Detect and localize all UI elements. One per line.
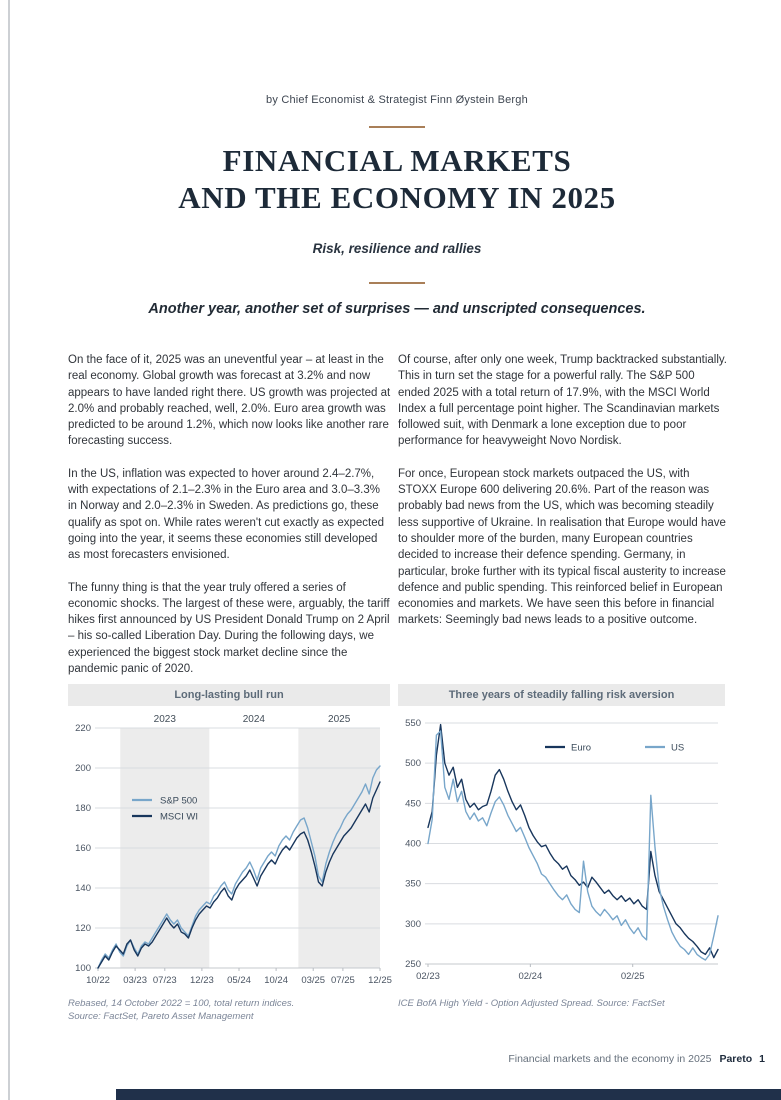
- x-tick-label: 03/25: [301, 975, 326, 986]
- divider-top: [369, 126, 425, 128]
- x-tick-label: 10/22: [86, 975, 110, 986]
- chart-risk-aversion: [398, 684, 725, 1010]
- footer-text: Financial markets and the economy in 2025: [508, 1053, 712, 1065]
- chart-risk-aversion-note: ICE BofA High Yield - Option Adjusted Spread. Source: FactSet: [398, 998, 665, 1009]
- paragraph-right-2: For once, European stock markets outpaced the US, with STOXX Europe 600 delivering 20.6%. Part of the reason was probably bad news from the US, which was becoming steadily less supportive of Ukraine. In realisation that Europe would have to shoulder more of the burden, many European countries decided to increase their defence spending. Germany, in particular, broke further with its typical fiscal austerity to increase defence and public spending. This reinforced belief in European economies and markets. We have seen this before in financial markets: Seemingly bad news leads to a positive outcome.: [398, 467, 726, 627]
- chart-bull-run-title: Long-lasting bull run: [68, 684, 390, 706]
- x-tick-label: 02/25: [620, 971, 645, 982]
- paragraph-left-1: On the face of it, 2025 was an uneventful year – at least in the real economy. Global growth was forecast at 3.2% and now appears to have landed right there. US growth was projected at 2.0% and probably reached, well, 2.0%. Euro area growth was predicted to be around 1.2%, which now looks like another rare forecasting success.: [68, 354, 391, 448]
- chart-risk-aversion-title: Three years of steadily falling risk aversion: [398, 684, 725, 706]
- title-line-1: FINANCIAL MARKETS: [222, 143, 572, 178]
- y-tick-label: 450: [405, 798, 421, 810]
- x-tick-label: 02/23: [416, 971, 440, 982]
- y-tick-label: 550: [405, 718, 421, 729]
- lead-sentence: Another year, another set of surprises — and unscripted consequences.: [148, 301, 646, 317]
- x-tick-label: 12/23: [190, 975, 214, 986]
- bottom-page-bar: [116, 1089, 781, 1100]
- risk-aversion-chart-svg: [398, 706, 725, 990]
- page-footer: [508, 1053, 765, 1065]
- y-tick-label: 250: [405, 959, 421, 970]
- byline: by Chief Economist & Strategist Finn Øystein Bergh: [266, 94, 528, 106]
- footer-brand: Pareto: [719, 1053, 753, 1065]
- us-line: [428, 731, 718, 960]
- y-tick-label: 160: [75, 843, 91, 854]
- x-tick-label: 03/23: [123, 975, 147, 986]
- y-tick-label: 300: [405, 918, 421, 930]
- euro-line: [428, 725, 718, 958]
- x-tick-label: 07/23: [152, 975, 177, 986]
- x-tick-label: 07/25: [331, 975, 355, 986]
- chart-bull-run-note: Rebased, 14 October 2022 = 100, total return indices. Source: FactSet, Pareto Asset Management: [68, 998, 295, 1022]
- x-tick-label: 12/25: [368, 975, 392, 986]
- paragraph-left-2: In the US, inflation was expected to hover around 2.4–2.7%, with expectations of 2.1–2.3% in the Euro area and 3.0–3.3% in Norway and 2.0–2.3% in Sweden. As predictions go, these qualify as spot on. While rates weren't cut exactly as expected going into the year, it seems these economies still developed as most forecasters envisioned.: [68, 467, 385, 562]
- paragraph-right-1: Of course, after only one week, Trump backtracked substantially. This in turn set the stage for a powerful rally. The S&P 500 ended 2025 with a total return of 17.9%, with the MSCI World Index a full percentage point higher. The Scandinavian markets followed suit, with Denmark a lone exception due to poor performance for heavyweight Novo Nordisk.: [398, 354, 727, 448]
- y-tick-label: 140: [75, 883, 91, 894]
- footer-page-number: 1: [759, 1053, 765, 1065]
- x-tick-label: 05/24: [227, 975, 251, 986]
- legend-label: Euro: [571, 742, 592, 754]
- paragraph-left-3: The funny thing is that the year truly offered a series of economic shocks. The largest of these were, arguably, the tariff hikes first announced by US President Donald Trump on 2 April – his so-called Liberation Day. During the following days, we experienced the biggest stock market decline since the pandemic panic of 2020.: [68, 581, 390, 676]
- y-tick-label: 500: [405, 758, 421, 770]
- bull-run-chart-svg: [68, 706, 390, 990]
- body-column-left: [68, 352, 391, 693]
- y-tick-label: 400: [405, 838, 421, 850]
- legend-label: MSCI WI: [160, 811, 198, 823]
- chart-bull-run: [68, 684, 390, 1023]
- y-tick-label: 180: [75, 803, 91, 814]
- y-tick-label: 350: [405, 878, 421, 890]
- y-tick-label: 100: [75, 963, 91, 974]
- page-left-border: [8, 0, 10, 1100]
- body-column-right: [398, 352, 728, 645]
- x-tick-label: 02/24: [518, 971, 543, 982]
- legend-label: S&P 500: [160, 795, 198, 807]
- y-tick-label: 120: [75, 923, 91, 934]
- legend-label: US: [671, 742, 685, 754]
- year-label: 2025: [328, 714, 351, 725]
- divider-middle: [369, 282, 425, 284]
- year-label: 2024: [242, 714, 265, 725]
- y-tick-label: 220: [75, 723, 91, 734]
- title-line-2: AND THE ECONOMY IN 2025: [178, 180, 616, 215]
- page-title: [12, 142, 781, 216]
- year-label: 2023: [153, 714, 176, 725]
- x-tick-label: 10/24: [264, 975, 288, 986]
- subtitle: Risk, resilience and rallies: [312, 241, 482, 256]
- y-tick-label: 200: [75, 763, 91, 774]
